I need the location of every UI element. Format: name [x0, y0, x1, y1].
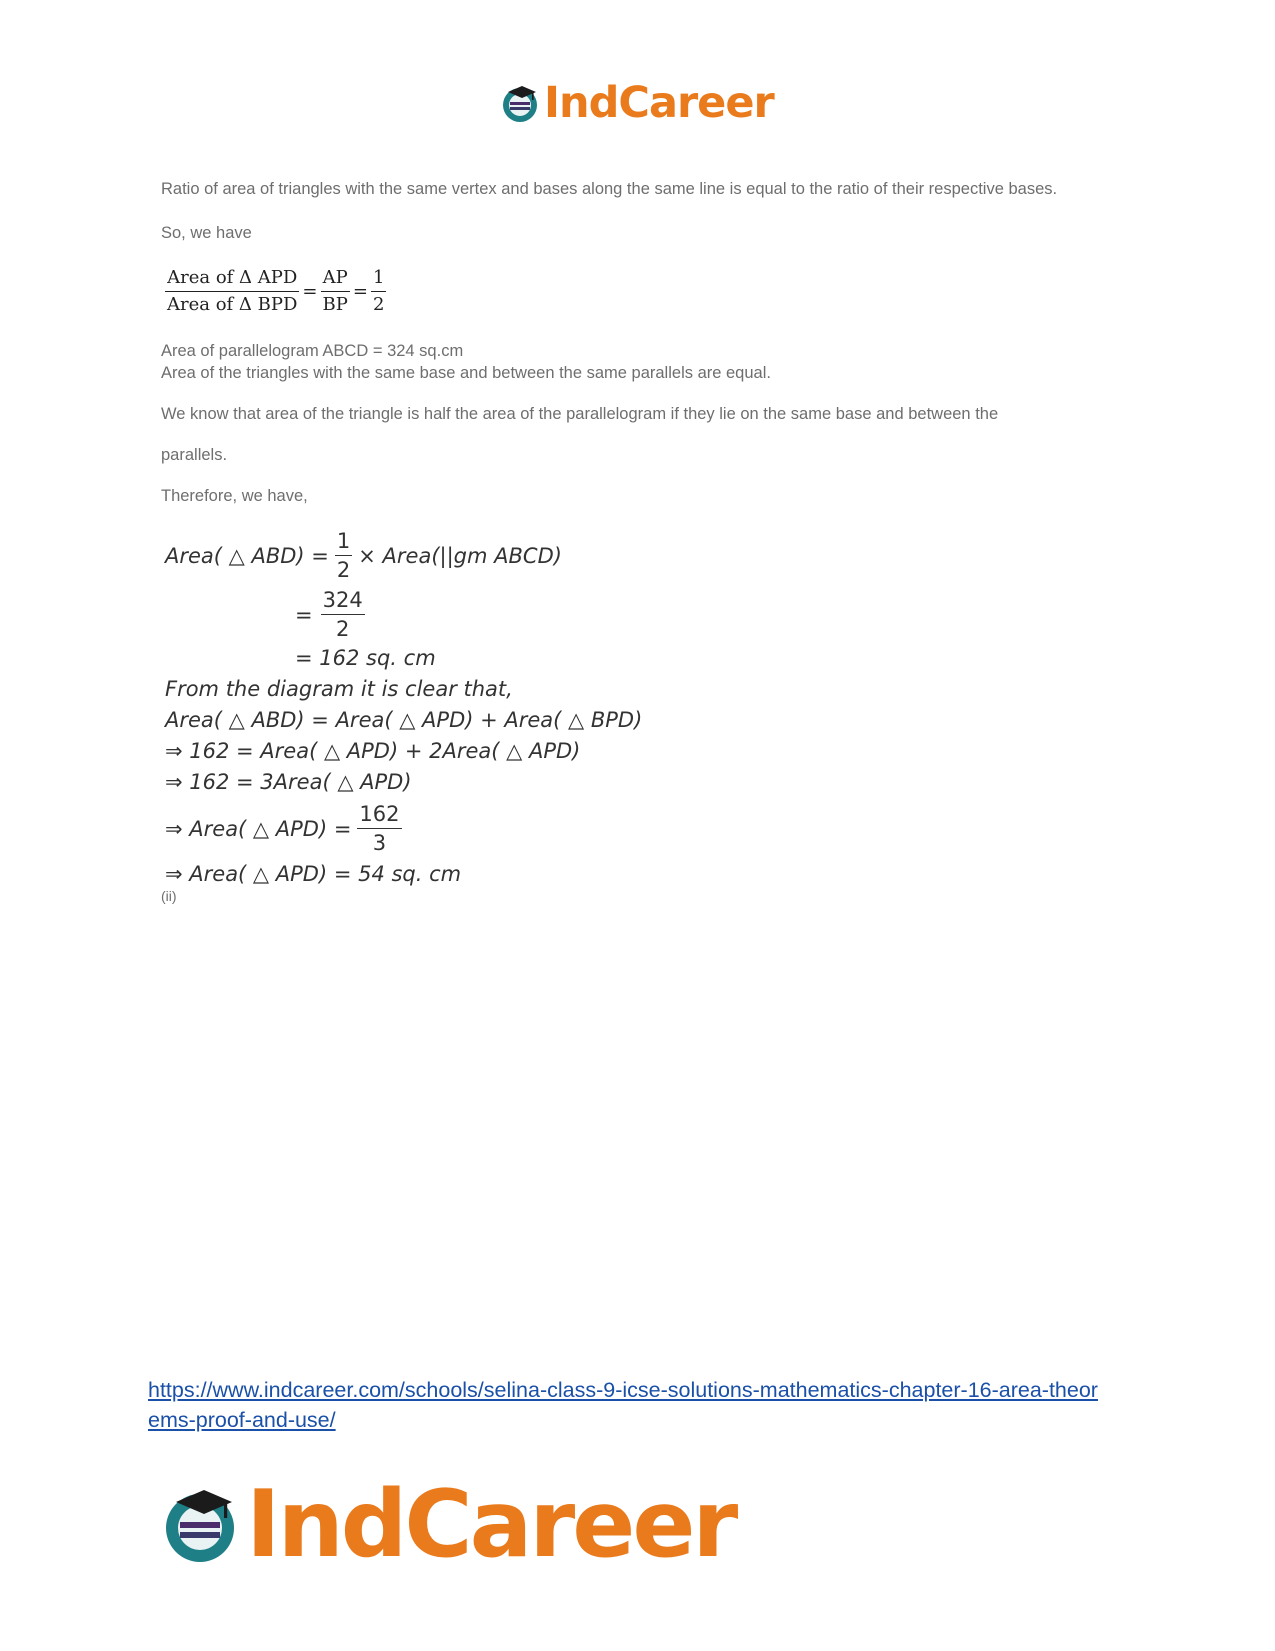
fraction-324-over-2: [321, 586, 365, 643]
graduation-globe-icon: [160, 1483, 240, 1565]
math-text: From the diagram it is clear that,: [165, 677, 513, 701]
math-text: = 162 sq. cm: [295, 646, 436, 670]
denominator: Area of Δ BPD: [167, 294, 298, 315]
fraction-one-half: [371, 265, 386, 318]
math-line-6: [165, 739, 580, 763]
paragraph-therefore: Therefore, we have,: [161, 487, 308, 505]
denominator: 2: [335, 617, 350, 641]
numerator: AP: [321, 265, 350, 292]
math-text: ⇒ 162 = 3Area( △ APD): [165, 770, 412, 794]
fraction-162-over-3: [357, 800, 401, 857]
paragraph-ratio-rule: Ratio of area of triangles with the same vertex and bases along the same line is equal to the ratio of their respective bases.: [161, 180, 1058, 198]
denominator: 2: [372, 294, 385, 315]
ratio-equation: [165, 265, 386, 318]
fraction-area-ratio: [165, 265, 299, 318]
equals-sign: =: [302, 281, 318, 302]
math-rhs: × Area(||gm ABCD): [358, 543, 562, 568]
footer-logo: [160, 1470, 735, 1578]
numerator: 162: [357, 800, 401, 829]
paragraph-parallelogram-area: Area of parallelogram ABCD = 324 sq.cm: [161, 342, 464, 360]
source-link[interactable]: https://www.indcareer.com/schools/selina-class-9-icse-solutions-mathematics-chapter-16-area-theorems-proof-and-use/: [148, 1378, 1098, 1432]
math-line-7: [165, 770, 412, 794]
math-text: Area( △ ABD) = Area( △ APD) + Area( △ BPD): [165, 708, 643, 732]
logo-wordmark: IndCareer: [544, 78, 774, 128]
math-line-8: [165, 800, 402, 857]
numerator: 324: [321, 586, 365, 615]
denominator: 3: [372, 831, 387, 855]
fraction-side-ratio: [321, 265, 350, 318]
numerator: 1: [335, 527, 352, 556]
numerator: 1: [371, 265, 386, 292]
math-line-1: [165, 527, 562, 584]
logo-wordmark: IndCareer: [246, 1470, 736, 1578]
math-lhs: ⇒ Area( △ APD) =: [165, 816, 352, 841]
graduation-globe-icon: [500, 83, 540, 123]
subpart-label: (ii): [161, 888, 177, 904]
header-logo: [500, 78, 774, 128]
fraction-one-half: [335, 527, 352, 584]
math-line-5: [165, 708, 642, 732]
math-line-3: [295, 646, 436, 670]
paragraph-equal-triangles: Area of the triangles with the same base and between the same parallels are equal.: [161, 364, 771, 382]
math-line-2: [295, 586, 365, 643]
math-text: ⇒ 162 = Area( △ APD) + 2Area( △ APD): [165, 739, 581, 763]
math-line-4: [165, 677, 513, 701]
math-line-9: [165, 862, 461, 886]
denominator: 2: [336, 558, 351, 582]
numerator: Area of Δ APD: [165, 265, 299, 292]
math-lhs: Area( △ ABD) =: [165, 543, 329, 568]
equals-sign: =: [352, 281, 368, 302]
paragraph-so-we-have: So, we have: [161, 224, 252, 242]
paragraph-parallels: parallels.: [161, 446, 228, 464]
equals-sign: =: [295, 602, 313, 627]
denominator: BP: [322, 294, 348, 315]
math-text: ⇒ Area( △ APD) = 54 sq. cm: [165, 862, 462, 886]
paragraph-half-area: We know that area of the triangle is half the area of the parallelogram if they lie on the same base and between the: [161, 405, 999, 423]
